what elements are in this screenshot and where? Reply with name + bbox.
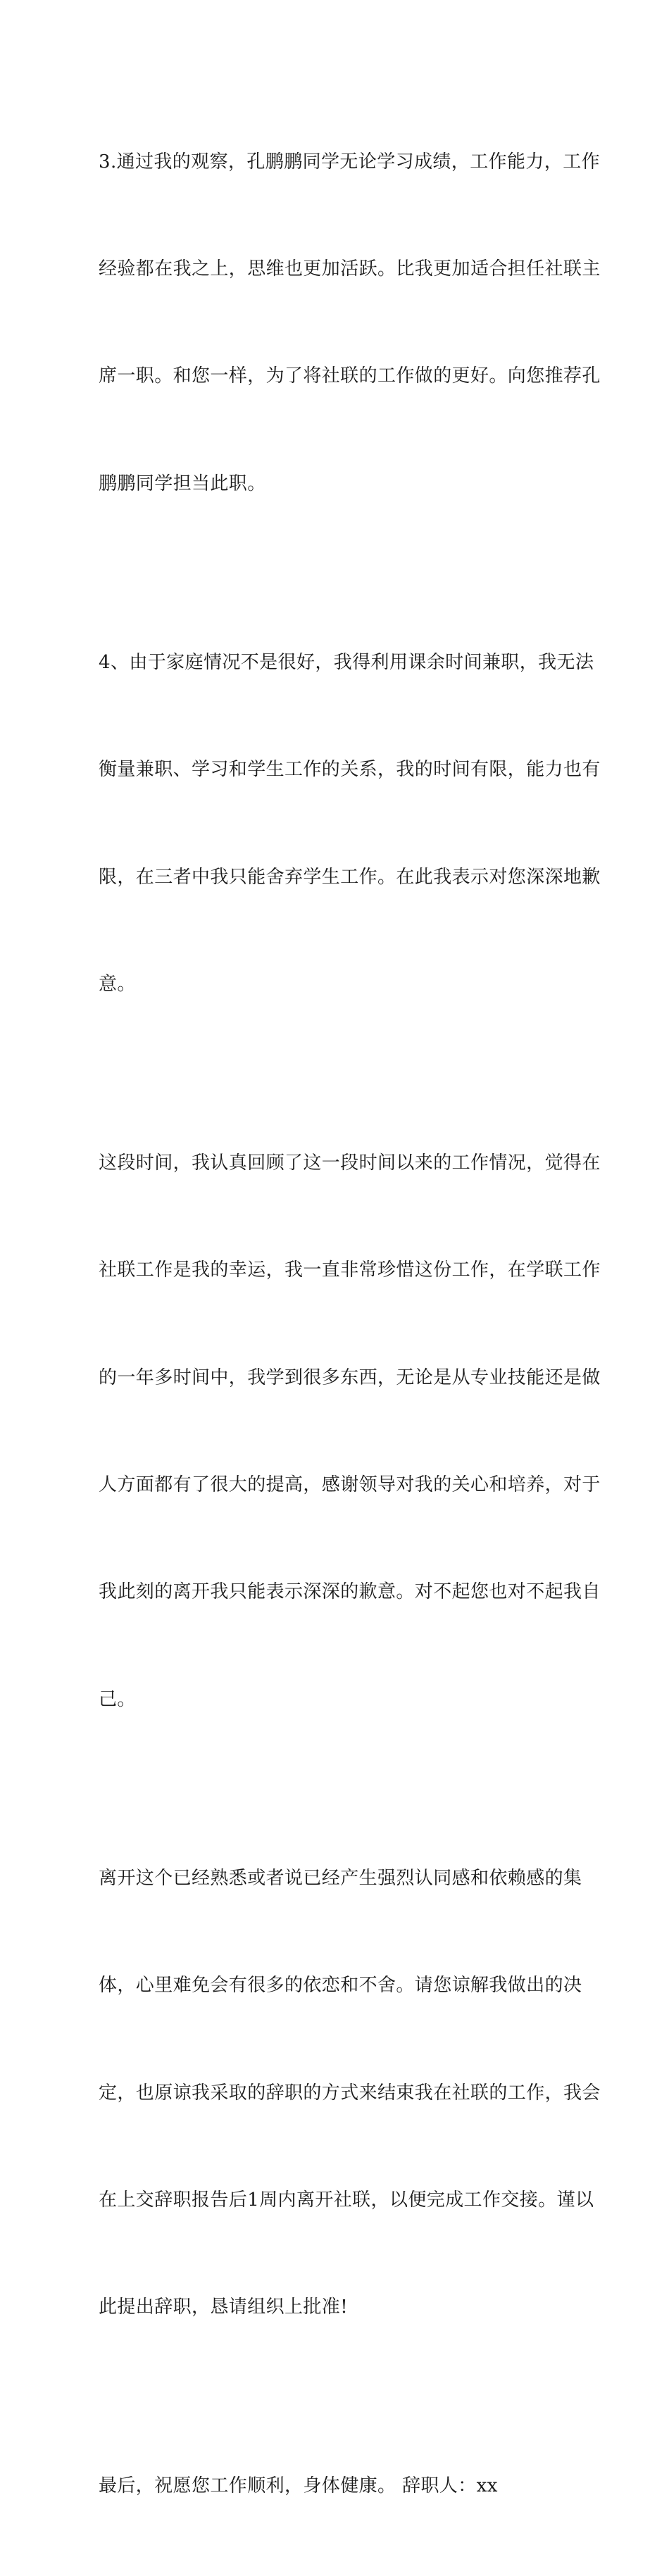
text-line: 席一职。和您一样，为了将社联的工作做的更好。向您推荐孔 <box>99 365 601 387</box>
text-line: 3.通过我的观察，孔鹏鹏同学无论学习成绩，工作能力，工作 <box>99 151 601 172</box>
paragraph-recommendation <box>99 73 601 573</box>
text-line: 最后，祝愿您工作顺利，身体健康。 辞职人：xx <box>99 2475 498 2497</box>
text-line: 4、由于家庭情况不是很好，我得利用课余时间兼职，我无法 <box>99 651 594 673</box>
text-line: 这段时间，我认真回顾了这一段时间以来的工作情况，觉得在 <box>99 1152 601 1174</box>
text-line: 意。 <box>99 973 136 995</box>
paragraph-resignation-request <box>99 1789 601 2397</box>
text-line: 社联工作是我的幸运，我一直非常珍惜这份工作，在学联工作 <box>99 1259 601 1281</box>
paragraph-reflection <box>99 1074 601 1789</box>
text-line: 在上交辞职报告后1周内离开社联，以便完成工作交接。谨以 <box>99 2189 594 2211</box>
text-line: 己。 <box>99 1688 136 1710</box>
paragraph-closing-signature <box>99 2397 584 2576</box>
text-line: 体，心里难免会有很多的依恋和不舍。请您谅解我做出的决 <box>99 1975 582 1997</box>
text-line: 此提出辞职，恳请组织上批准! <box>99 2297 349 2318</box>
text-line: 经验都在我之上，思维也更加活跃。比我更加适合担任社联主 <box>99 258 601 279</box>
text-line: 我此刻的离开我只能表示深深的歉意。对不起您也对不起我自 <box>99 1581 601 1603</box>
text-line: 鹏鹏同学担当此职。 <box>99 472 266 494</box>
text-line: 离开这个已经熟悉或者说已经产生强烈认同感和依赖感的集 <box>99 1867 582 1889</box>
text-line: 人方面都有了很大的提高，感谢领导对我的关心和培养，对于 <box>99 1474 601 1496</box>
text-line: 衡量兼职、学习和学生工作的关系，我的时间有限，能力也有 <box>99 759 601 781</box>
text-line: 定，也原谅我采取的辞职的方式来结束我在社联的工作，我会 <box>99 2082 601 2104</box>
text-line: 限，在三者中我只能舍弃学生工作。在此我表示对您深深地歉 <box>99 866 601 888</box>
text-line: 的一年多时间中，我学到很多东西，无论是从专业技能还是做 <box>99 1366 601 1388</box>
document-body <box>99 73 601 2576</box>
paragraph-family-reason <box>99 573 601 1074</box>
